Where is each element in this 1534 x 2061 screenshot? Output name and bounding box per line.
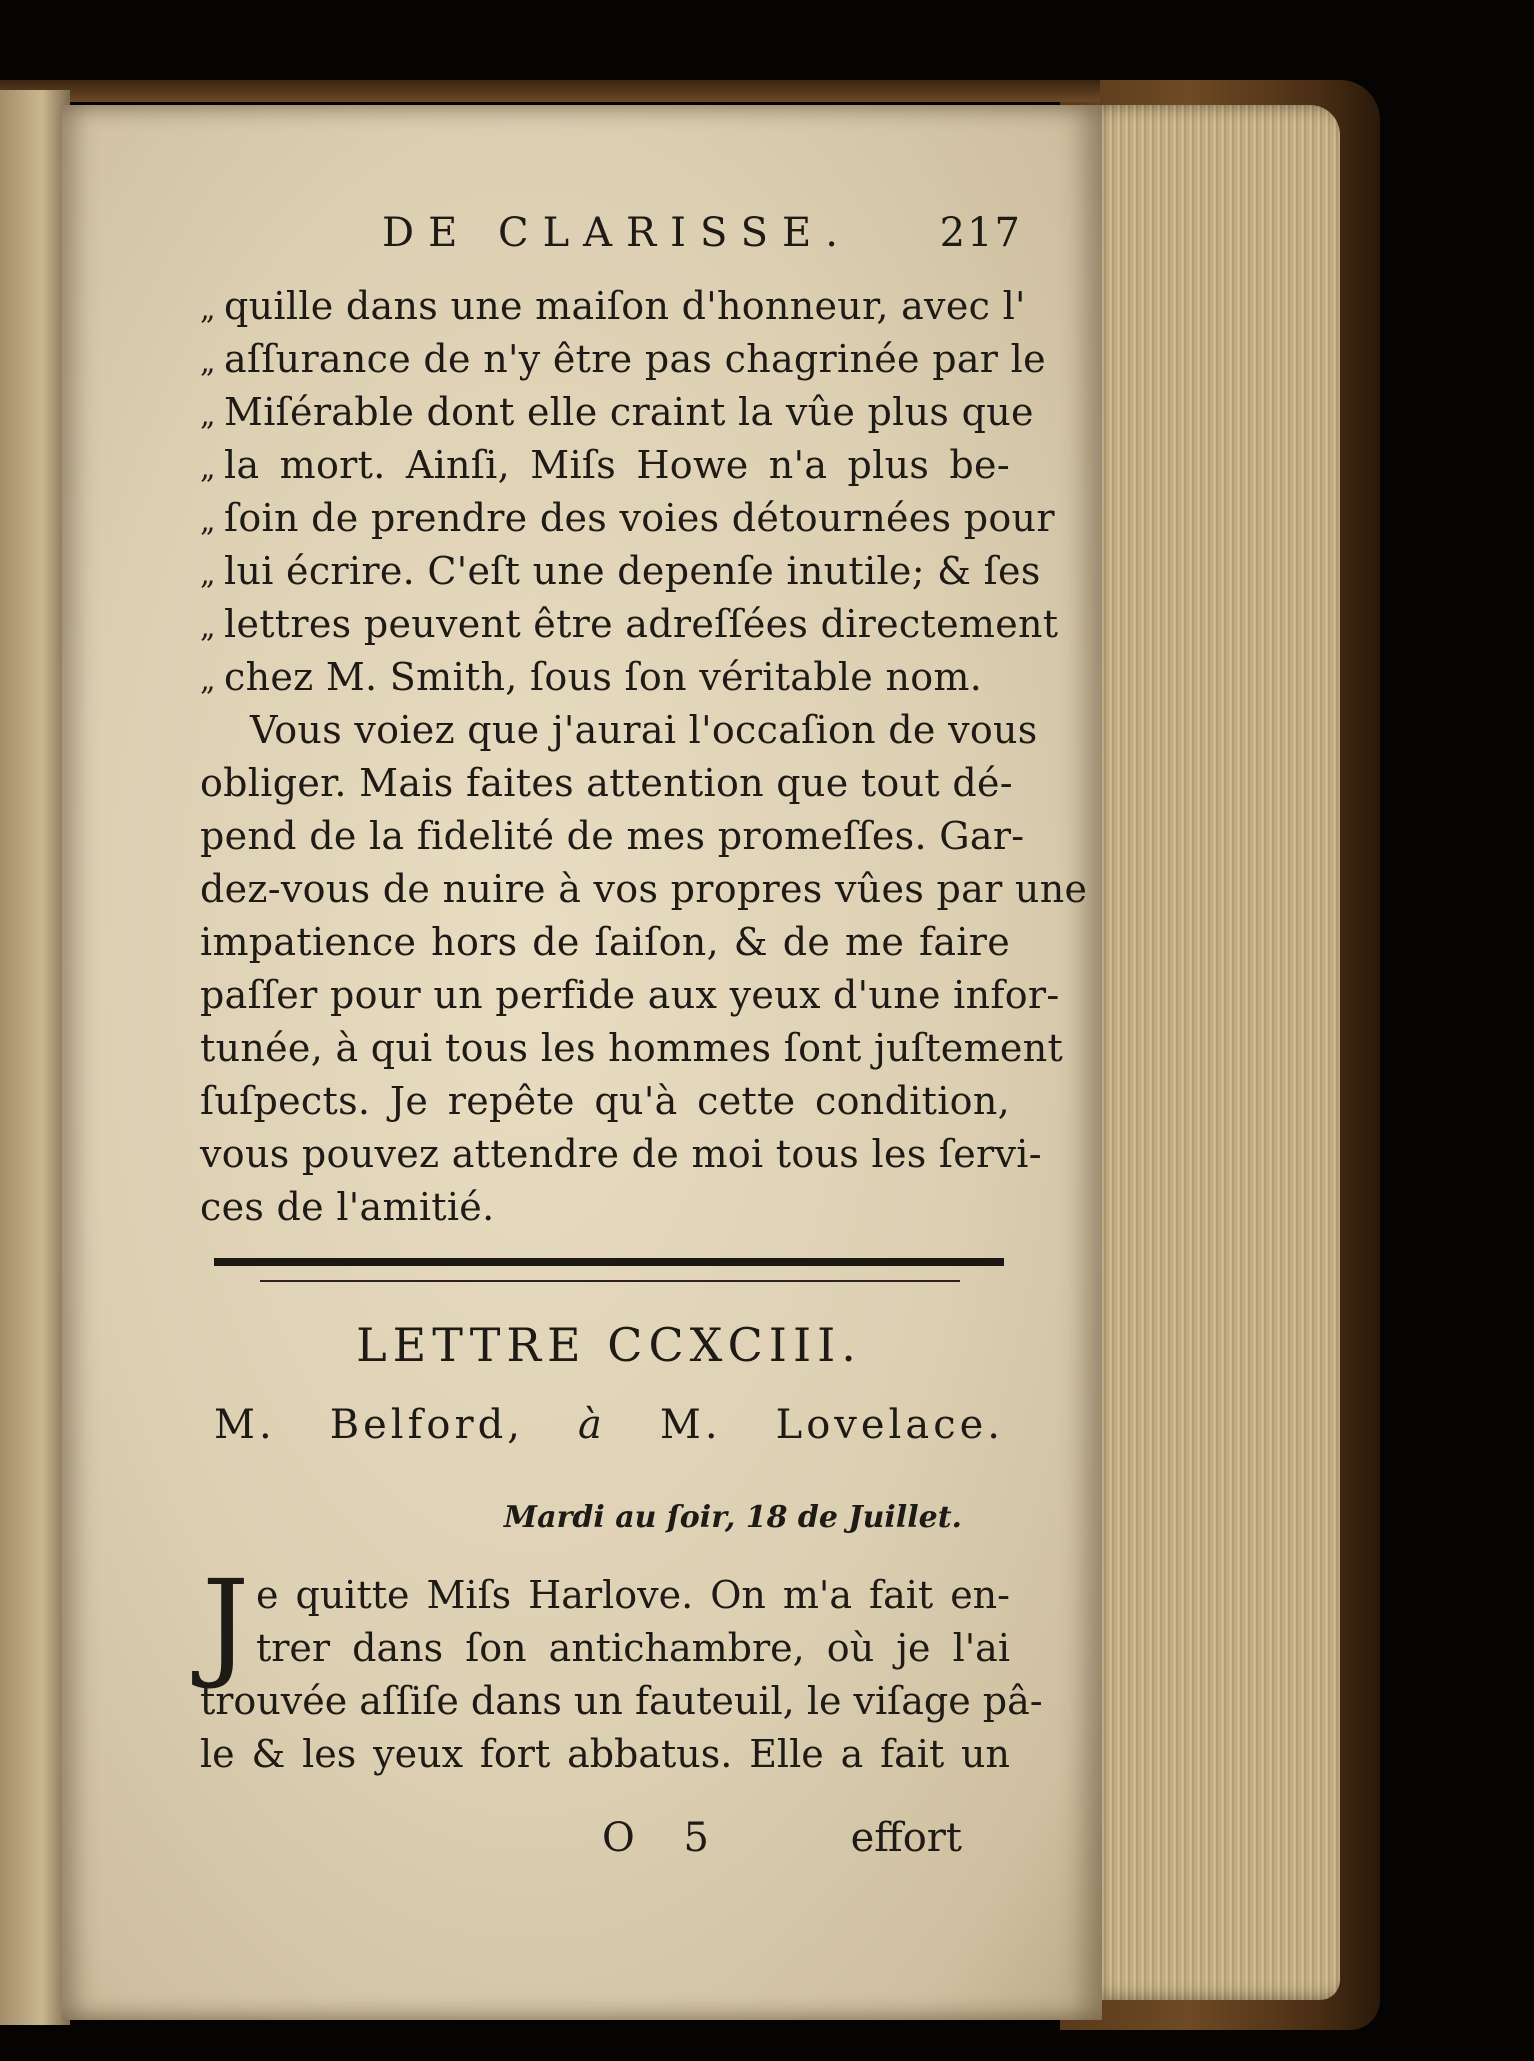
to-word: à	[577, 1402, 606, 1448]
page-fore-edge	[1085, 105, 1340, 2000]
text-line: „ quille dans une maiſon d'honneur, avec l'	[200, 280, 1010, 333]
text-line: dez-vous de nuire à vos propres vûes par une	[200, 867, 1088, 911]
ornamental-rule-thick	[214, 1258, 1004, 1266]
letter-opening	[200, 1554, 1043, 1781]
letter-addressee	[214, 1402, 1004, 1448]
text-line: trer dans ſon antichambre, où je l'ai	[256, 1626, 1010, 1670]
text-line: vous pouvez attendre de moi tous les ſervi-	[200, 1132, 1042, 1176]
text-line: ſuſpects. Je repête qu'à cette condition,	[200, 1079, 1010, 1123]
letter-dateline: Mardi au ſoir, 18 de Juillet.	[503, 1500, 962, 1535]
recipient: M. Lovelace.	[659, 1402, 1004, 1448]
facing-page-sliver	[0, 90, 70, 2025]
page-number: 217	[939, 210, 1022, 256]
ornamental-rule-thin	[260, 1280, 960, 1282]
text-line: „ Miſérable dont elle craint la vûe plus que	[200, 386, 1010, 439]
text-line: paſſer pour un perfide aux yeux d'une infor-	[200, 973, 1060, 1017]
text-line: obliger. Mais faites attention que tout dé-	[200, 761, 1013, 805]
text-line: „ chez M. Smith, ſous ſon véritable nom.	[200, 651, 1010, 704]
book-page	[62, 105, 1102, 2020]
text-line: ces de l'amitié.	[200, 1185, 495, 1229]
quoted-passage	[200, 280, 1059, 704]
drop-capital: J	[202, 1554, 250, 1692]
letter-title: LETTRE CCXCIII.	[356, 1318, 862, 1372]
sender: M. Belford,	[214, 1402, 524, 1448]
top-cover-strip	[0, 80, 1100, 102]
running-title: DE CLARISSE.	[382, 210, 852, 256]
paragraph	[200, 704, 1088, 1234]
text-line: „ aſſurance de n'y être pas chagrinée par le	[200, 333, 1010, 386]
text-line: „ ſoin de prendre des voies détournées pour	[200, 492, 1010, 545]
text-line: impatience hors de ſaiſon, & de me faire	[200, 920, 1010, 964]
catchword: effort	[850, 1815, 962, 1861]
text-line: pend de la fidelité de mes promeſſes. Gar-	[200, 814, 1025, 858]
running-head	[382, 210, 1022, 270]
text-line: trouvée aſſiſe dans un fauteuil, le viſage pâ-	[200, 1679, 1043, 1723]
text-line: Vous voiez que j'aurai l'occaſion de vous	[250, 708, 1038, 752]
text-line: tunée, à qui tous les hommes ſont juſtement	[200, 1026, 1064, 1070]
text-line: le & les yeux fort abbatus. Elle a fait un	[200, 1732, 1010, 1776]
text-line: „ lettres peuvent être adreſſées directement	[200, 598, 1010, 651]
signature-mark: O 5	[602, 1815, 727, 1861]
text-line: „ la mort. Ainſi, Miſs Howe n'a plus be-	[200, 439, 1010, 492]
text-line: e quitte Miſs Harlove. On m'a fait en-	[256, 1573, 1010, 1617]
text-line: „ lui écrire. C'eſt une depenſe inutile; & ſes	[200, 545, 1010, 598]
